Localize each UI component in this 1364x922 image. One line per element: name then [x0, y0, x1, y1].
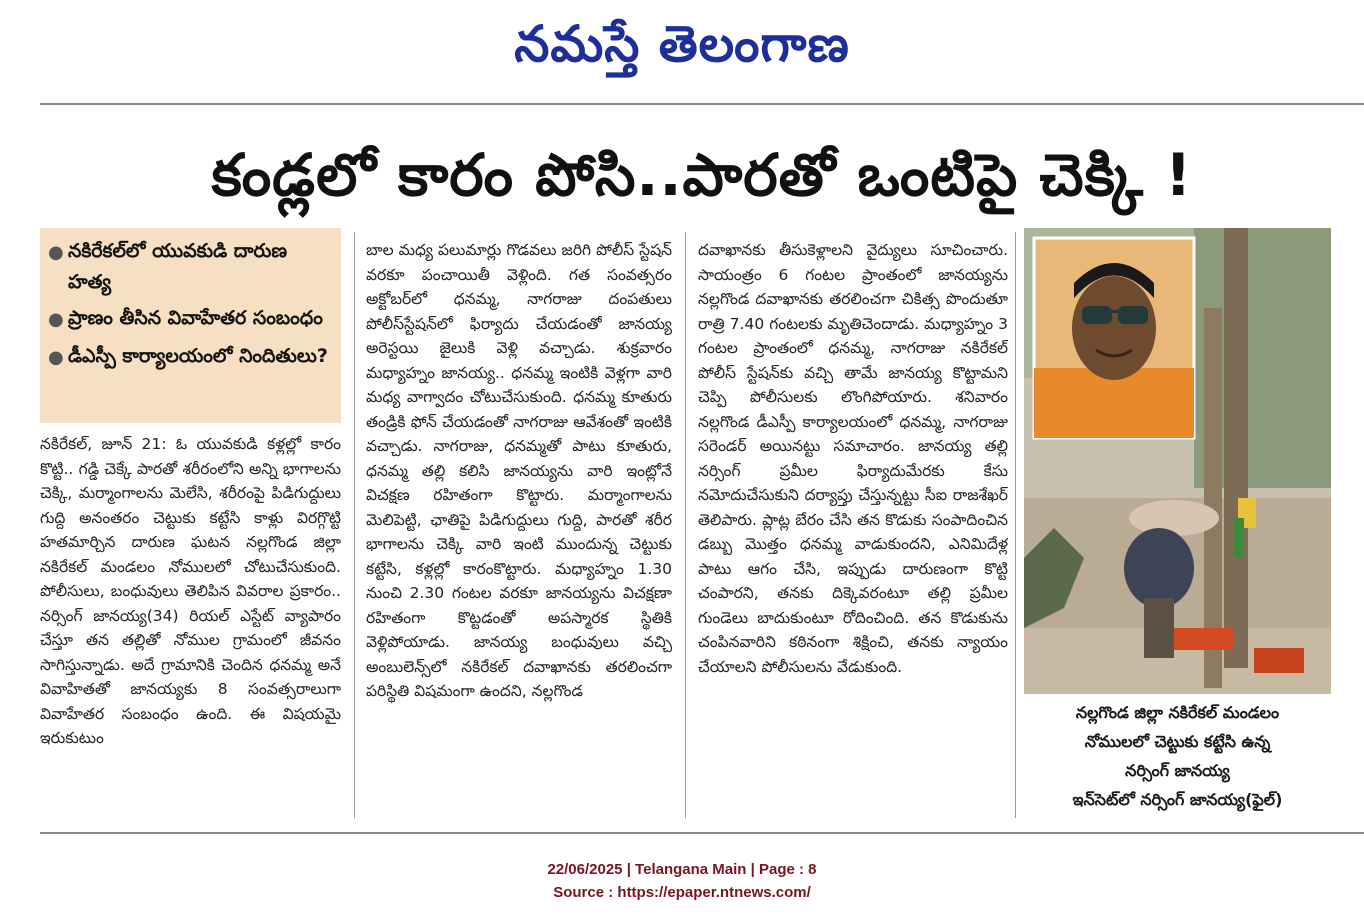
- column-divider: [354, 232, 355, 818]
- footer-source-link[interactable]: Source : https://epaper.ntnews.com/: [553, 884, 811, 901]
- newspaper-masthead: నమస్తే తెలంగాణ: [514, 15, 850, 73]
- article-headline: కండ్లలో కారం పోసి..పారతో ఒంటిపై చెక్కి !: [211, 141, 1193, 209]
- highlight-text: డీఎస్పీ కార్యాలయంలో నిందితులు?: [68, 344, 328, 367]
- highlight-item: [48, 341, 335, 375]
- footer-date-line: 22/06/2025 | Telangana Main | Page : 8: [547, 861, 817, 878]
- column-divider: [1015, 232, 1016, 818]
- news-photo: [1024, 228, 1331, 694]
- highlights-box: [40, 228, 341, 423]
- bottom-rule: [40, 832, 1364, 834]
- bullet-icon: ●: [48, 308, 64, 330]
- photo-caption: [1024, 698, 1331, 818]
- highlight-item: [48, 303, 335, 337]
- crime-scene-photo: [1024, 228, 1331, 694]
- highlight-item: [48, 236, 335, 299]
- article-column-3: దవాఖానకు తీసుకెళ్లాలని వైద్యులు సూచించారు. సాయంత్రం 6 గంటల ప్రాంతంలో జానయ్యను నల్లగొండ దవాఖానకు తరలించగా చికిత్స పొందుతూ రాత్రి 7.40 గంటలకు మృతిచెందాడు. మధ్యాహ్నం 3 గంటల ప్రాంతంలో ధనమ్మ, నాగరాజు నకిరేకల్ పోలీస్ స్టేషన్‌కు వచ్చి తామే జానయ్య కొట్టామని చెప్పి పోలీసులకు లొంగిపోయారు. శనివారం నల్లగొండ డీఎస్పీ కార్యాలయంలో ధనమ్మ, నాగరాజు సరెండర్ అయినట్టు సమాచారం. జానయ్య తల్లి నర్సింగ్ ప్రమీల ఫిర్యాదుమేరకు కేసు నమోదుచేసుకుని దర్యాప్తు చేస్తున్నట్టు సీఐ రాజశేఖర్ తెలిపారు. ప్లాట్ల బేరం చేసి తన కొడుకు సంపాదించిన డబ్బు మొత్తం ధనమ్మ వాడుకుందని, ఎనిమిదేళ్ల పాటు ఆగం చేసి, ఇప్పుడు దారుణంగా కొట్టి చంపారని, తనకు దిక్కెవరంటూ తల్లి ప్రమీల గుండెలు బాదుకుంటూ రోదించింది. తన కొడుకును చంపినవారిని కఠినంగా శిక్షించి, తనకు న్యాయం చేయాలని పోలీసులను వేడుకుంది.: [698, 241, 1008, 676]
- top-rule: [40, 103, 1364, 105]
- bullet-icon: ●: [48, 346, 64, 368]
- article-column-2: బాల మధ్య పలుమార్లు గొడవలు జరిగి పోలీస్ స్టేషన్ వరకూ పంచాయితీ వెళ్లింది. గత సంవత్సరం అక్టోబర్‌లో ధనమ్మ, నాగరాజు దంపతులు పోలీస్‌స్టేషన్‌లో ఫిర్యాదు చేయడంతో జానయ్య అరెస్టయి జైలుకి వెళ్లి వచ్చాడు. శుక్రవారం మధ్యాహ్నం జానయ్య.. ధనమ్మ ఇంటికి వెళ్లగా వారి మధ్య వాగ్వాదం చోటుచేసుకుంది. ధనమ్మ కూతురు తండ్రికి ఫోన్ చేయడంతో నాగరాజు ఆవేశంతో ఇంటికి వచ్చాడు. నాగరాజు, ధనమ్మతో పాటు కూతురు, ధనమ్మ తల్లి కలిసి జానయ్యను వారి ఇంట్లోనే విచక్షణ రహితంగా కొట్టారు. మర్మాంగాలను మెలిపెట్టి, ఛాతిపై పిడిగుద్దులు గుద్ది, పారతో శరీర భాగాలను చెక్కి వారి ఇంటి ముందున్న చెట్టుకు కట్టేసి, కళ్లల్లో కారంకొట్టారు. మధ్యాహ్నం 1.30 నుంచి 2.30 గంటల వరకూ జానయ్యను విచక్షణా రహితంగా కొట్టడంతో అపస్మారక స్థితికి వెళ్లిపోయాడు. జానయ్య బంధువులు వచ్చి అంబులెన్స్‌లో నకిరేకల్ దవాఖానకు తరలించగా పరిస్థితి విషమంగా ఉందని, నల్లగొండ: [366, 241, 672, 700]
- article-column-1: నకిరేకల్, జూన్ 21: ఓ యువకుడి కళ్లల్లో కారం కొట్టి.. గడ్డి చెక్కే పారతో శరీరంలోని అన్ని భాగాలను చెక్కి, మర్మాంగాలను మెలేసి, శరీరంపై పిడిగుద్దులు గుద్ది అనంతరం చెట్టుకు కట్టేసి కాళ్లు విరగ్గొట్టి హతమార్చిన దారుణ ఘటన నల్లగొండ జిల్లా నకిరేకల్ మండలం నోములలో చోటుచేసుకుంది. పోలీసులు, బంధువులు తెలిపిన వివరాల ప్రకారం.. నర్సింగ్ జానయ్య(34) రియల్ ఎస్టేట్ వ్యాపారం చేస్తూ తన తల్లితో నోముల గ్రామంలో జీవనం సాగిస్తున్నాడు. అదే గ్రామానికి చెందిన ధనమ్మ అనే వివాహితతో జానయ్యకు 8 సంవత్సరాలుగా వివాహేతర సంబంధం ఉంది. ఈ విషయమై ఇరుకుటుం: [40, 435, 341, 747]
- column-divider: [685, 232, 686, 818]
- caption-line: నర్సింగ్ జానయ్య: [1125, 761, 1230, 780]
- caption-line: నోములలో చెట్టుకు కట్టేసి ఉన్న: [1084, 732, 1271, 751]
- caption-line: నల్లగొండ జిల్లా నకిరేకల్ మండలం: [1075, 703, 1280, 722]
- caption-line: ఇన్‌సెట్‌లో నర్సింగ్ జానయ్య(ఫైల్): [1072, 790, 1283, 809]
- highlight-text: నకిరేకల్‌లో యువకుడి దారుణ హత్య: [68, 240, 288, 294]
- highlight-text: ప్రాణం తీసిన వివాహేతర సంబంధం: [68, 306, 323, 329]
- bullet-icon: ●: [48, 242, 64, 263]
